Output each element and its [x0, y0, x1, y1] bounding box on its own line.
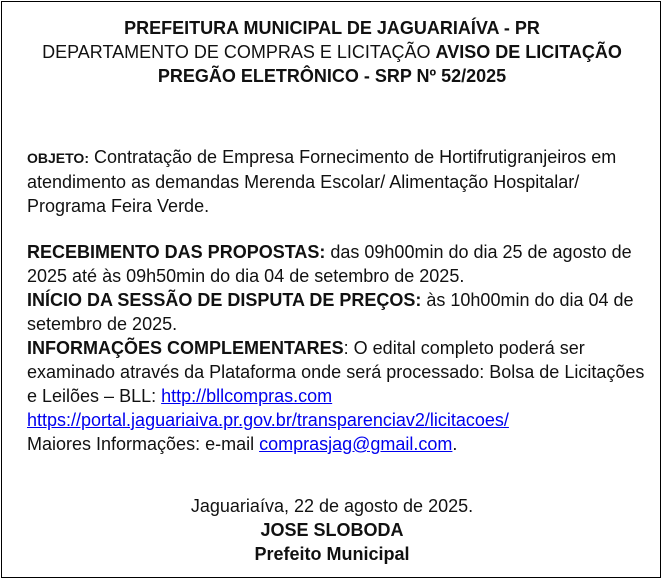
contact-line: [27, 432, 657, 456]
informacoes-label: INFORMAÇÕES COMPLEMENTARES: [27, 338, 344, 358]
notice-type: AVISO DE LICITAÇÃO: [435, 42, 622, 62]
place-date: Jaguariaíva, 22 de agosto de 2025.: [190, 496, 474, 516]
inicio-paragraph: [27, 288, 657, 336]
signatory-name: JOSE SLOBODA: [260, 520, 404, 540]
objeto-label: OBJETO:: [27, 150, 89, 166]
informacoes-paragraph: [27, 336, 657, 408]
notice-header: [2, 16, 662, 88]
informacoes-text: : O edital completo poderá ser examinado através da Plataforma onde será processado: Bolsa de Licitações e Leilões – BLL:: [27, 338, 645, 406]
contact-prefix: Maiores Informações: e-mail: [27, 434, 260, 454]
recebimento-text: das 09h00min do dia 25 de agosto de 2025 até às 09h50min do dia 04 de setembro de 2025.: [27, 242, 632, 286]
objeto-text: Contratação de Empresa Fornecimento de Hortifrutigranjeiros em atendimento as demandas Merenda Escolar/ Alimentação Hospitalar/ Programa Feira Verde.: [27, 147, 617, 216]
recebimento-paragraph: [27, 240, 657, 288]
notice-frame: [1, 1, 661, 578]
bll-link[interactable]: http://bllcompras.com: [161, 386, 333, 406]
inicio-label: INÍCIO DA SESSÃO DE DISPUTA DE PREÇOS:: [27, 290, 422, 310]
info-section: [27, 240, 657, 456]
department-name: DEPARTAMENTO DE COMPRAS E LICITAÇÃO: [42, 42, 436, 62]
objeto-section: [27, 145, 657, 218]
auction-title: PREGÃO ELETRÔNICO - SRP Nº 52/2025: [157, 66, 507, 86]
portal-link[interactable]: https://portal.jaguariaiva.pr.gov.br/transparenciav2/licitacoes/: [27, 410, 509, 430]
inicio-text: às 10h00min do dia 04 de setembro de 2025.: [27, 290, 634, 334]
contact-suffix: .: [452, 434, 458, 454]
portal-link-line: [27, 408, 657, 432]
signatory-role: Prefeito Municipal: [254, 544, 410, 564]
signature-block: [2, 494, 662, 566]
recebimento-label: RECEBIMENTO DAS PROPOSTAS:: [27, 242, 326, 262]
department-title: [2, 40, 662, 64]
municipality-title: PREFEITURA MUNICIPAL DE JAGUARIAÍVA - PR: [124, 18, 540, 38]
email-link[interactable]: comprasjag@gmail.com: [259, 434, 453, 454]
